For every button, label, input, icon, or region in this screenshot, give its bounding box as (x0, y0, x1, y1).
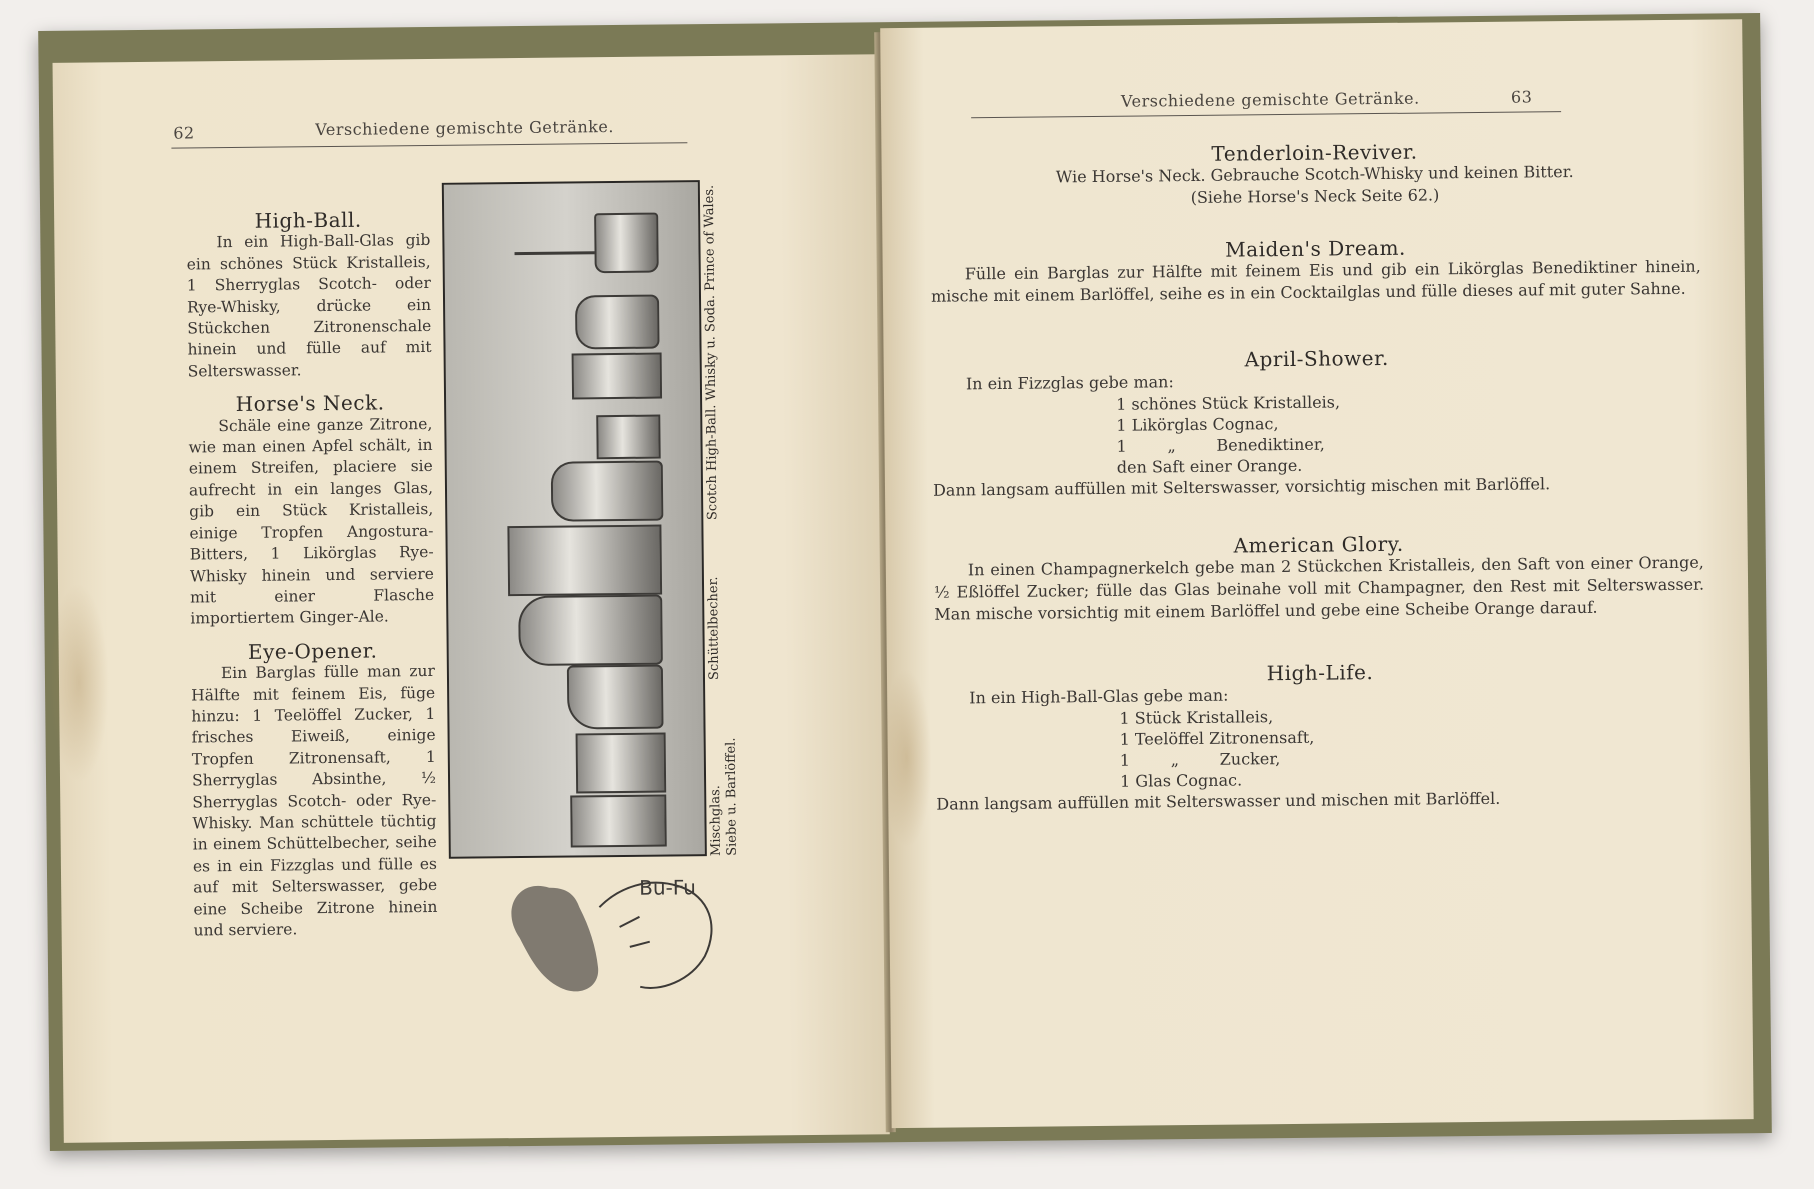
shaker-icon (518, 595, 663, 667)
recipe-text: In ein High-Ball-Glas gib ein schönes Stück Kristalleis, 1 Sherryglas Scotch- oder Rye-Whisky, drücke ein Stückchen Zitronenschale hinein und fülle auf mit Selterswasser. (186, 231, 432, 381)
ingredient: 1 schönes Stück Kristalleis, (1116, 392, 1341, 414)
ingredient: den Saft einer Orange. (1116, 455, 1303, 477)
ingredient: 1 Glas Cognac. (1119, 770, 1243, 791)
mug-glass-icon (594, 213, 659, 274)
glass-icon (596, 415, 660, 460)
ingredient-list (935, 702, 1706, 794)
handwritten-note: Bu-Fu (639, 875, 697, 900)
bar-spoon-icon (515, 251, 595, 255)
right-text-column (929, 138, 1706, 852)
ingredient: 1 „ Benediktiner, (1116, 434, 1325, 456)
recipe-entry (934, 530, 1705, 626)
ingredient: 1 Stück Kristalleis, (1119, 707, 1274, 728)
photo-caption: Schüttelbecher. (705, 576, 723, 681)
recipe-entry (191, 640, 438, 942)
recipe-entry (935, 658, 1707, 816)
recipe-title: High-Life. (1266, 660, 1374, 686)
recipe-text: In einen Champagnerkelch gebe man 2 Stückchen Kristalleis, den Saft von einer Orange, ½ Eßlöffel Zucker; fülle das Glas beinahe voll mit Champagner, den Rest mit Selterswasser. Man mische vorsichtig mit einem Barlöffel und gebe eine Scheibe Orange darauf. (934, 552, 1705, 624)
recipe-text: Ein Barglas fülle man zur Hälfte mit feinem Eis, füge hinzu: 1 Teelöffel Zucker, 1 frisches Eiweiß, einige Tropfen Zitronensaft, 1 Sherryglas Absinthe, ½ Sherryglas Scotch- oder Rye-Whisky. Man schüttele tüchtig in einem Schüttelbecher, seihe es in ein Fizzglas und fülle es auf mit Selterswasser, gebe eine Scheibe Zitrone hinein und serviere. (191, 662, 438, 940)
page-number-left: 62 (173, 123, 195, 143)
left-page (53, 54, 890, 1143)
water-stain (881, 668, 933, 849)
page-number-right: 63 (1510, 87, 1533, 107)
photo-caption: Siebe u. Barlöffel. (723, 737, 740, 856)
ingredient: 1 Likörglas Cognac, (1116, 414, 1279, 435)
ingredient-list (932, 388, 1703, 480)
recipe-title: Horse's Neck. (235, 390, 385, 417)
recipe-title: Tenderloin-Reviver. (1211, 139, 1418, 166)
pencil-doodle (479, 846, 741, 1029)
right-page (880, 19, 1753, 1128)
running-head-left: Verschiedene gemischte Getränke. (315, 117, 615, 140)
recipe-intro: In ein Fizzglas gebe man: (965, 372, 1174, 394)
mixing-glass-icon (576, 733, 667, 794)
left-text-column (186, 209, 438, 954)
recipe-line: (Siehe Horse's Neck Seite 62.) (1190, 185, 1440, 207)
highball-glass-icon (572, 353, 662, 400)
recipe-title: Eye-Opener. (247, 638, 378, 664)
running-head-right: Verschiedene gemischte Getränke. (1120, 88, 1420, 111)
photo-caption: Scotch High-Ball. Whisky u. Soda. Prince of Wales. (701, 184, 721, 521)
recipe-entry (930, 234, 1701, 308)
photo-caption: Mischglas. (708, 785, 724, 857)
shaker-icon (507, 525, 662, 597)
recipe-outro: Dann langsam auffüllen mit Selterswasser und mischen mit Barlöffel. (936, 788, 1501, 814)
siphon-icon (551, 461, 664, 522)
bottle-icon (575, 295, 660, 350)
recipe-text: Schäle eine ganze Zitrone, wie man einen Apfel schält, in einem Streifen, placiere sie aufrecht in ein langes Glas, gib ein Stück Kristalleis, einige Tropfen Angostura-Bitters, 1 Likörglas Rye-Whisky hinein und serviere mit einer Flasche importiertem Ginger-Ale. (188, 414, 435, 628)
recipe-entry (929, 138, 1700, 212)
recipe-entry (186, 209, 432, 383)
strainer-glass-icon (570, 795, 667, 848)
barware-photo (442, 180, 707, 859)
recipe-title: American Glory. (1233, 531, 1404, 558)
recipe-intro: In ein High-Ball-Glas gebe man: (969, 685, 1229, 708)
recipe-title: April-Shower. (1244, 345, 1389, 372)
ingredient: 1 Teelöffel Zitronensaft, (1119, 727, 1315, 749)
water-stain (48, 582, 110, 783)
recipe-entry (188, 392, 434, 630)
header-rule (171, 142, 687, 148)
recipe-title: Maiden's Dream. (1225, 235, 1406, 262)
cup-icon (567, 665, 664, 730)
recipe-entry (932, 344, 1704, 502)
ingredient: 1 „ Zucker, (1119, 749, 1281, 770)
open-book (38, 13, 1772, 1151)
photo-captions (702, 180, 753, 860)
recipe-line: Wie Horse's Neck. Gebrauche Scotch-Whisky und keinen Bitter. (1055, 161, 1574, 187)
recipe-text: Fülle ein Barglas zur Hälfte mit feinem Eis und gib ein Likörglas Benediktiner hinein, mische mit einem Barlöffel, seihe es in ein Cocktailglas und fülle dieses auf mit guter Sahne. (930, 256, 1701, 306)
recipe-outro: Dann langsam auffüllen mit Selterswasser, vorsichtig mischen mit Barlöffel. (932, 474, 1551, 500)
header-rule (971, 111, 1561, 118)
recipe-title: High-Ball. (254, 207, 362, 233)
